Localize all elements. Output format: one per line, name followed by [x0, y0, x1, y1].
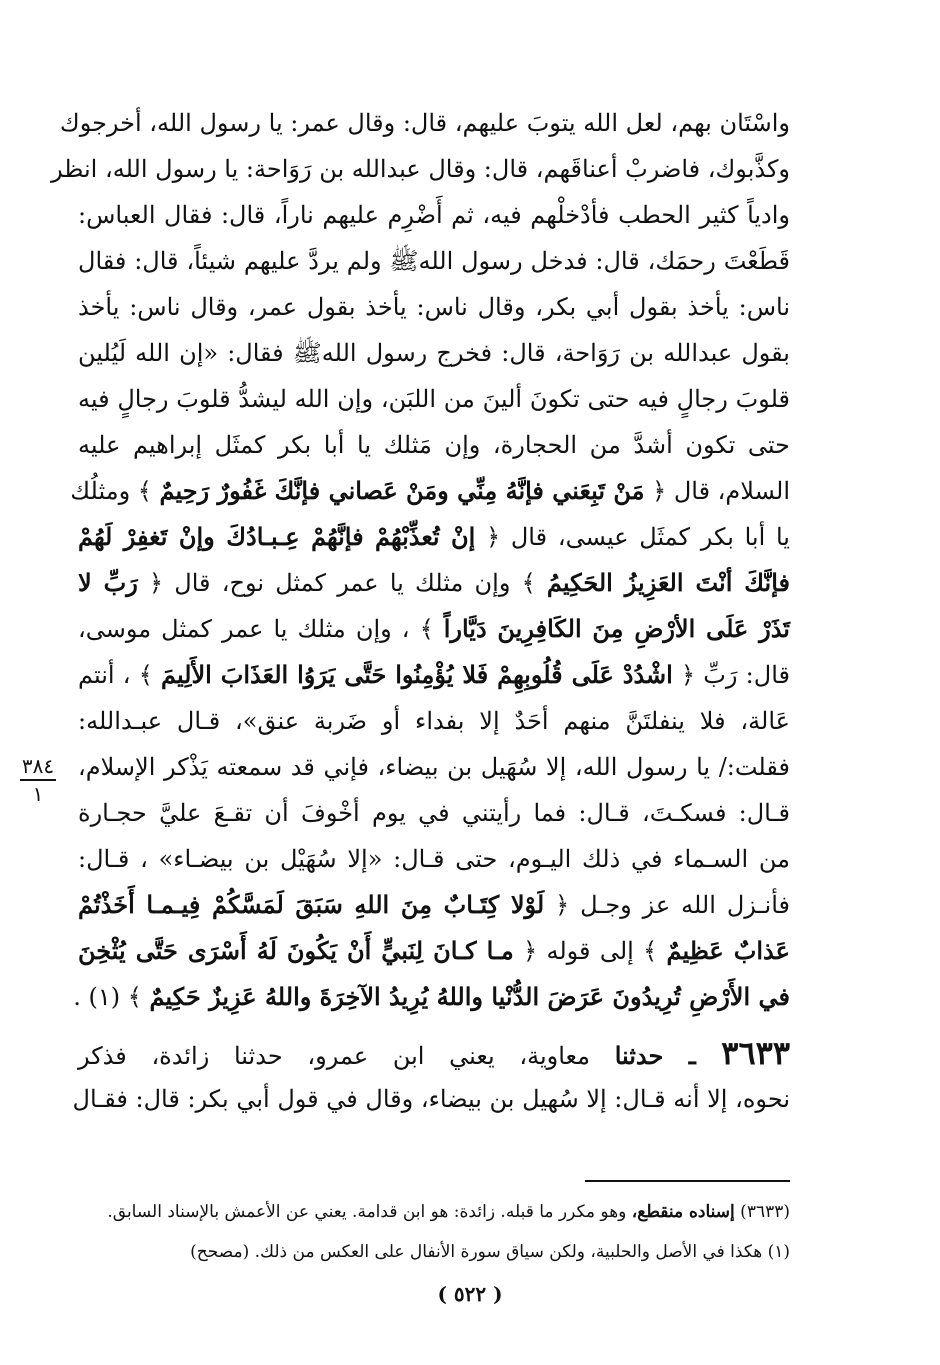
footnote-separator — [585, 1180, 790, 1182]
text-line — [78, 376, 790, 422]
text-segment: ﴾ ، أنتم — [78, 661, 161, 689]
text-segment: نحوه، إلا أنه قـال: إلا سُهيل بن بيضاء، وقال في قول أبي بكر: قال: فقـال — [72, 1085, 790, 1113]
text-segment: قـال: فسكـتَ، قـال: فما رأيتني في يوم أخْوفَ أن تقـعَ عليَّ حجـارة — [78, 799, 790, 827]
text-line — [78, 606, 790, 652]
bold-text-segment: عَذابٌ عَظِيمٌ — [666, 936, 790, 965]
text-line — [78, 560, 790, 606]
text-line — [78, 284, 790, 330]
text-segment: يا أبا بكر كمثَل عيسى، قال ﴿ — [475, 523, 790, 551]
footnote-line — [78, 1192, 790, 1232]
text-line — [78, 698, 790, 744]
main-text — [51, 100, 790, 1122]
bold-text-segment: مـا كـانَ لِنَبيٍّ أَنْ يَكُونَ لَهُ أَسْرَى حَتَّى يُثْخِنَ — [78, 936, 514, 965]
text-line — [78, 744, 790, 790]
bold-text-segment: اشْدُدْ عَلَى قُلُوبِهِمْ فَلا يُؤْمِنُوا حَتَّى يَرَوُا العَذَابَ الأَلِيمَ — [160, 660, 673, 689]
hadith-line — [72, 1076, 790, 1122]
bold-text-segment: لَوْلا كِتَـابٌ مِنَ اللهِ سَبَقَ لَمَسَّكُمْ فِيـمـا أَخَذْتُمْ — [78, 890, 545, 919]
bold-text-segment: ـ — [663, 1041, 722, 1070]
text-line — [78, 238, 790, 284]
text-segment: ﴾ ، وإن مثلك يا عمر كمثل موسى، — [78, 615, 444, 643]
text-line — [78, 790, 790, 836]
text-line — [78, 192, 790, 238]
text-segment: بقول عبدالله بن رَوَاحة، قال: فخرج رسول اللهﷺ فقال: «إن الله لَيُلين — [78, 339, 790, 367]
text-line — [59, 100, 790, 146]
text-segment: فأنـزل الله عز وجـل ﴿ — [544, 891, 790, 919]
text-segment: قال: رَبِّ ﴿ — [672, 661, 790, 689]
text-segment: ﴾ وإن مثلك يا عمر كمثل نوح، قال ﴿ — [137, 569, 547, 597]
footnote-line — [78, 1232, 790, 1272]
text-line — [78, 928, 790, 974]
text-line — [73, 974, 790, 1020]
text-segment: معاوية، يعني ابن عمرو، حدثنا زائدة، فذكر — [78, 1042, 615, 1070]
text-line — [78, 882, 790, 928]
paragraph-gap — [78, 1020, 790, 1030]
text-segment: (١) هكذا في الأصل والحلبية، ولكن سياق سورة الأنفال على العكس من ذلك. (مصحح) — [190, 1242, 790, 1262]
text-segment: من السـماء في ذلك اليـوم، حتى قـال: «إلا سُهَيْل بن بيضـاء» ، قـال: — [78, 845, 790, 873]
bold-text-segment: ٣٦٣٣ — [721, 1034, 790, 1072]
page-number: ( ٥٢٢ ) — [437, 1282, 503, 1306]
hadith-line — [78, 1030, 790, 1076]
text-segment: ﴾ (١) . — [73, 983, 150, 1011]
text-segment: واسْتَان بهم، لعل الله يتوبَ عليهم، قال: وقال عمر: يا رسول الله، أخرجوك — [59, 109, 790, 137]
text-line — [70, 468, 790, 514]
margin-volume-page: ٣٨٤ — [21, 754, 55, 778]
text-segment: حتى تكون أشدَّ من الحجارة، وإن مَثلك يا أبا بكر كمثَل إبراهيم عليه — [78, 431, 790, 459]
text-segment: وادياً كثير الحطب فأدْخلْهم فيه، ثم أَضْرِم عليهم ناراً، قال: فقال العباس: — [78, 201, 790, 229]
text-line — [78, 514, 790, 560]
text-segment: ناس: يأخذ بقول أبي بكر، وقال ناس: يأخذ بقول عمر، وقال ناس: يأخذ — [78, 293, 790, 321]
bold-text-segment: فإنَّكَ أنْتَ العَزِيزُ الحَكِيمُ — [546, 568, 790, 597]
text-segment: ﴾ ومثلُك — [70, 477, 160, 505]
text-segment: فقلت:/ يا رسول الله، إلا سُهَيل بن بيضاء، فإني قد سمعته يَذْكر الإسلام، — [78, 753, 790, 781]
footnotes — [78, 1192, 790, 1272]
text-segment: ﴾ إلى قوله ﴿ — [513, 937, 667, 965]
text-segment: وكذَّبوك، فاضربْ أعناقَهم، قال: وقال عبدالله بن رَوَاحة: يا رسول الله، انظر — [51, 155, 790, 183]
text-segment: قلوبَ رجالٍ فيه حتى تكونَ ألينَ من اللبَن، وإن الله ليشدُّ قلوبَ رجالٍ فيه — [78, 385, 790, 413]
text-line — [78, 330, 790, 376]
margin-part: ١ — [32, 782, 44, 806]
text-line — [51, 146, 790, 192]
bold-text-segment: في الأَرْضِ تُرِيدُونَ عَرَضَ الدُّنْيا واللهُ يُرِيدُ الآخِرَةَ واللهُ عَزِيزٌ حَكِيمٌ — [149, 982, 790, 1011]
bold-text-segment: تَذَرْ عَلَى الأرْضِ مِنَ الكَافِرِينَ دَيَّاراً — [443, 614, 790, 643]
text-segment: (٣٦٣٣) — [734, 1202, 790, 1222]
text-segment: وهو مكرر ما قبله. زائدة: هو ابن قدامة. يعني عن الأعمش بالإسناد السابق. — [107, 1202, 632, 1222]
text-line — [78, 652, 790, 698]
text-segment: السلام، قال ﴿ — [644, 477, 790, 505]
bold-text-segment: إسناده منقطع، — [631, 1202, 735, 1222]
bold-text-segment: رَبِّ لا — [78, 568, 138, 597]
text-segment: عَالة، فلا ينفلتَنَّ منهم أحَدٌ إلا بفداء أو ضَربة عنق»، قـال عبـدالله: — [78, 707, 790, 735]
text-segment: قَطَعْتَ رحمَك، قال: فدخل رسول اللهﷺ ولم يردَّ عليهم شيئاً، قال: فقال — [78, 247, 790, 275]
text-line — [78, 836, 790, 882]
bold-text-segment: إنْ تُعذِّبْهُمْ فإنَّهُمْ عِـبـادُكَ وإنْ تَغفِرْ لَهُمْ — [78, 522, 476, 551]
bold-text-segment: حدثنا — [614, 1041, 664, 1070]
text-line — [78, 422, 790, 468]
bold-text-segment: مَنْ تَبِعَني فإنَّهُ مِنِّي ومَنْ عَصاني فإنَّكَ غَفُورٌ رَحِيمٌ — [159, 476, 645, 505]
margin-rule — [20, 779, 56, 781]
margin-reference — [18, 755, 58, 805]
